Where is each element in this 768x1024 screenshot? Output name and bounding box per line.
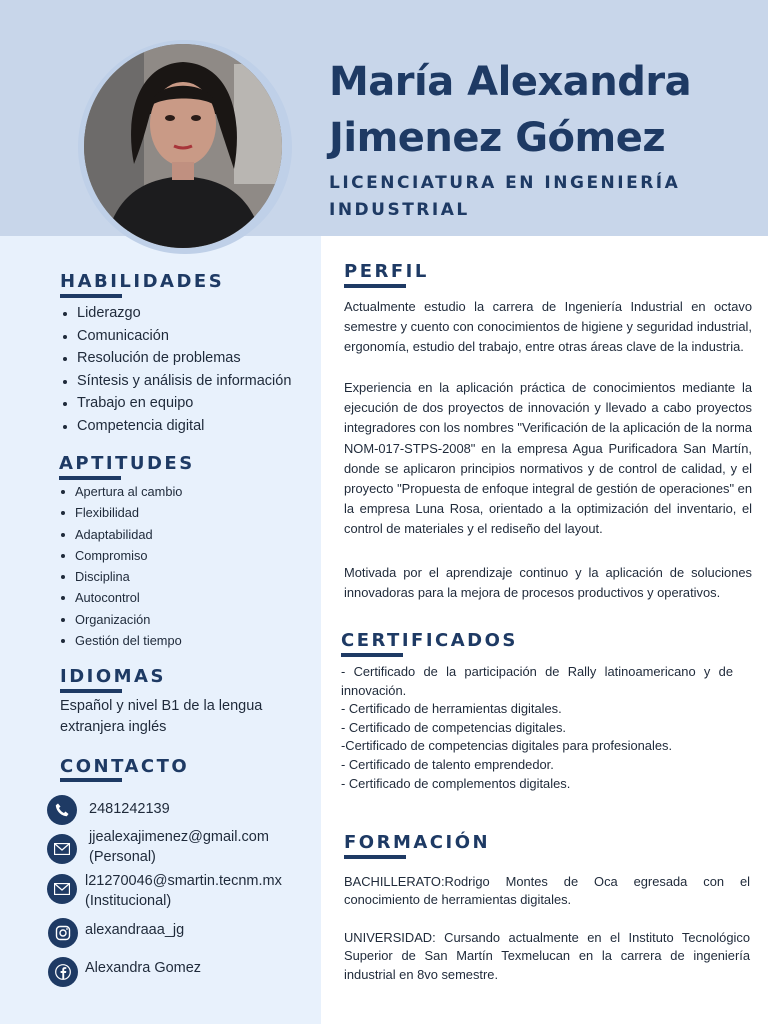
certificates-title: CERTIFICADOS bbox=[341, 630, 518, 651]
list-item: Liderazgo bbox=[60, 302, 291, 325]
education-title: FORMACIÓN bbox=[344, 832, 491, 853]
list-item: -Certificado de competencias digitales para profesionales. bbox=[341, 738, 673, 754]
instagram-icon bbox=[48, 918, 78, 948]
facebook-icon bbox=[48, 957, 78, 987]
contact-email-institutional[interactable]: l21270046@smartin.tecnm.mx bbox=[85, 873, 282, 889]
name-line-1: María Alexandra bbox=[329, 59, 692, 105]
email-icon bbox=[47, 874, 77, 904]
list-item: - Certificado de herramientas digitales. bbox=[341, 701, 562, 717]
list-item: Síntesis y análisis de información bbox=[60, 370, 291, 393]
list-item: Compromiso bbox=[58, 545, 182, 566]
list-item: Competencia digital bbox=[60, 415, 291, 438]
education-underline bbox=[344, 855, 406, 859]
contact-underline bbox=[60, 778, 122, 782]
degree-line-2: INDUSTRIAL bbox=[329, 200, 470, 220]
name-line-2: Jimenez Gómez bbox=[329, 115, 666, 161]
profile-title: PERFIL bbox=[344, 261, 429, 282]
aptitudes-list bbox=[58, 481, 182, 651]
profile-paragraph-2: Experiencia en la aplicación práctica de conocimientos mediante la ejecución de dos proyectos de innovación y llevado a cabo proyectos integradores con los nombres "Verificación de la aplicación de la norma NOM-017-STPS-2008" en la empresa Agua Purificadora San Martín, donde se aplicaron principios normativos y de control de calidad, y el proyecto "Propuesta de enfoque integral de gestión de operaciones" en la empresa Luna Rosa, orientado a la optimización del inventario, el control de materiales y el rediseño del layout. bbox=[344, 380, 752, 537]
aptitudes-underline bbox=[59, 476, 121, 480]
aptitudes-title: APTITUDES bbox=[59, 453, 195, 474]
phone-icon bbox=[47, 795, 77, 825]
list-item: Adaptabilidad bbox=[58, 524, 182, 545]
skills-title: HABILIDADES bbox=[60, 271, 225, 292]
certificates-list bbox=[341, 663, 733, 793]
languages-underline bbox=[60, 689, 122, 693]
list-item: Apertura al cambio bbox=[58, 481, 182, 502]
degree-title bbox=[329, 170, 749, 224]
profile-paragraph-1: Actualmente estudio la carrera de Ingeniería Industrial en octavo semestre y cuento con conocimientos de higiene y seguridad industrial, ergonomía, estudio del trabajo, entre otras áreas clave de la industria. bbox=[344, 299, 752, 355]
languages-line-2: extranjera inglés bbox=[60, 719, 167, 735]
certificates-underline bbox=[341, 653, 403, 657]
skills-list bbox=[60, 302, 291, 438]
contact-facebook[interactable]: Alexandra Gomez bbox=[85, 960, 202, 976]
languages-title: IDIOMAS bbox=[60, 666, 166, 687]
education-paragraph-2: UNIVERSIDAD: Cursando actualmente en el Instituto Tecnológico Superior de San Martín Texmelucan en la carrera de ingeniería industrial en 8vo semestre. bbox=[344, 930, 750, 982]
languages-line-1: Español y nivel B1 de la lengua bbox=[60, 698, 263, 714]
education-paragraph-1: BACHILLERATO:Rodrigo Montes de Oca egresada con el conocimiento de herramientas digitales. bbox=[344, 874, 750, 908]
list-item: - Certificado de la participación de Rally latinoamericano y de innovación. bbox=[341, 664, 733, 698]
contact-email-personal-note: (Personal) bbox=[89, 849, 156, 865]
contact-instagram[interactable]: alexandraaa_jg bbox=[85, 922, 185, 938]
profile-underline bbox=[344, 284, 406, 288]
languages-text bbox=[60, 696, 300, 738]
contact-phone[interactable]: 2481242139 bbox=[89, 801, 170, 817]
list-item: Flexibilidad bbox=[58, 502, 182, 523]
list-item: Trabajo en equipo bbox=[60, 392, 291, 415]
contact-email-personal[interactable]: jjealexajimenez@gmail.com bbox=[89, 829, 269, 845]
contact-title: CONTACTO bbox=[60, 756, 190, 777]
profile-paragraph-3: Motivada por el aprendizaje continuo y la aplicación de soluciones innovadoras para la mejora de procesos productivos y operativos. bbox=[344, 565, 752, 601]
list-item: - Certificado de complementos digitales. bbox=[341, 775, 571, 791]
email-icon bbox=[47, 834, 77, 864]
list-item: Organización bbox=[58, 609, 182, 630]
list-item: Gestión del tiempo bbox=[58, 630, 182, 651]
full-name bbox=[329, 54, 691, 166]
skills-underline bbox=[60, 294, 122, 298]
list-item: Autocontrol bbox=[58, 587, 182, 608]
list-item: Disciplina bbox=[58, 566, 182, 587]
degree-line-1: LICENCIATURA EN INGENIERÍA bbox=[329, 173, 681, 193]
contact-email-institutional-note: (Institucional) bbox=[85, 893, 172, 909]
list-item: - Certificado de competencias digitales. bbox=[341, 719, 566, 735]
list-item: - Certificado de talento emprendedor. bbox=[341, 756, 554, 772]
list-item: Resolución de problemas bbox=[60, 347, 291, 370]
list-item: Comunicación bbox=[60, 325, 291, 348]
profile-photo bbox=[84, 44, 282, 248]
